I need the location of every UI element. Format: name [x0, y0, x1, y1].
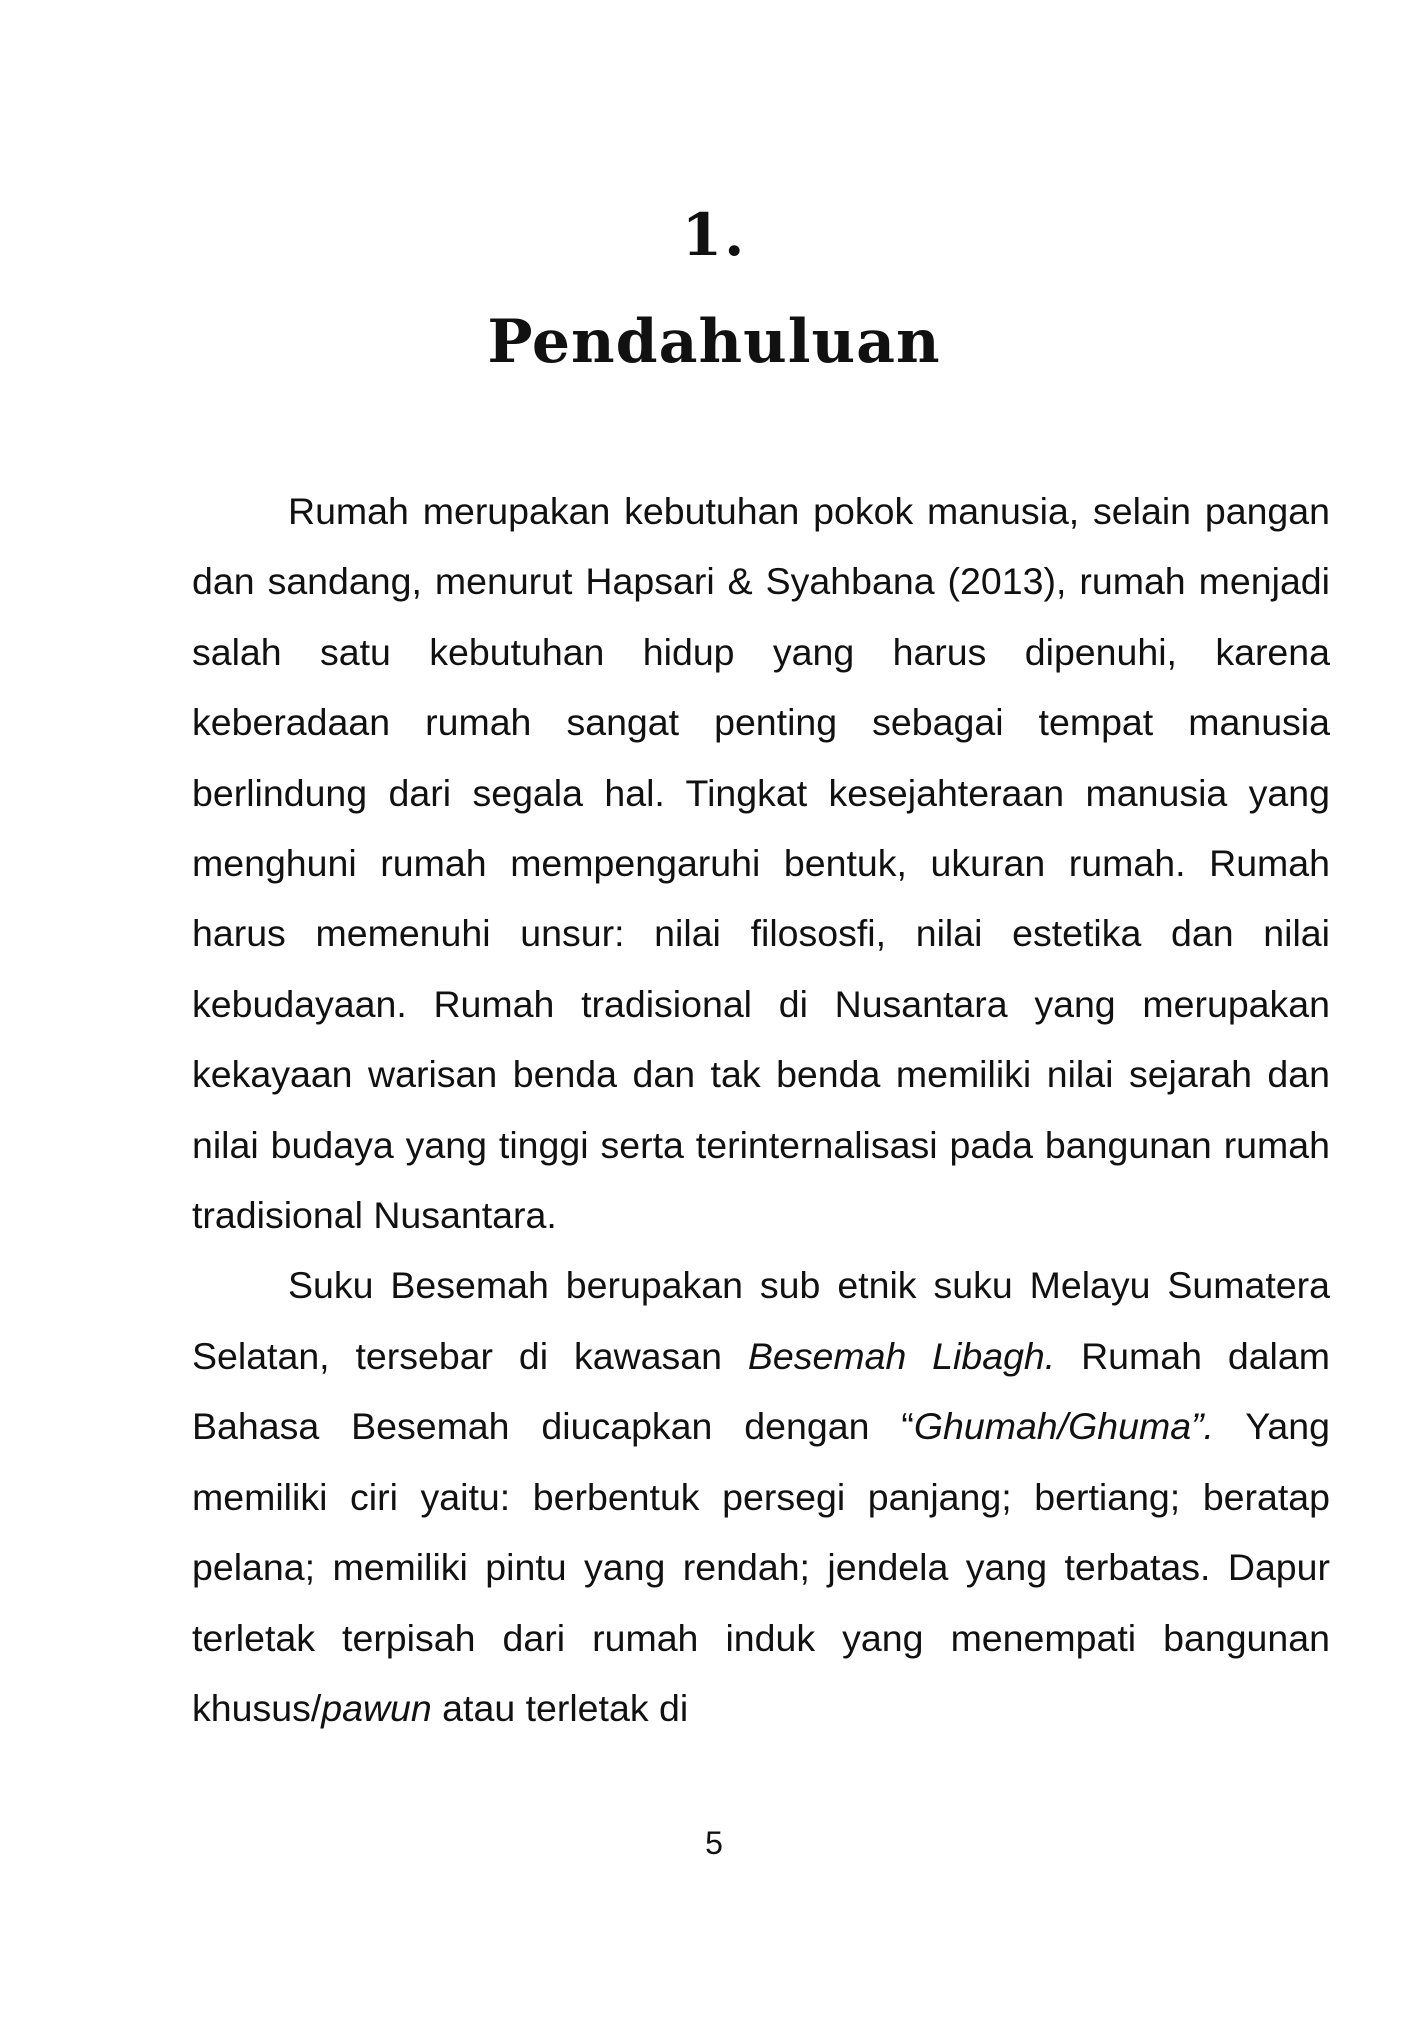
paragraph-2-text-4: atau terletak di	[431, 1686, 689, 1729]
paragraph-2-italic-pawun: pawun	[321, 1686, 432, 1729]
paragraph-2	[192, 1250, 1330, 1743]
paragraph-2-text-1: Suku Besemah berupakan sub etnik suku Melayu Sumatera Selatan, tersebar di kawasan	[192, 1264, 1330, 1377]
paragraph-1: Rumah merupakan kebutuhan pokok manusia, selain pangan dan sandang, menurut Hapsari & Syahbana (2013), rumah menjadi salah satu kebutuhan hidup yang harus dipenuhi, karena keberadaan rumah sangat penting sebagai tempat manusia berlindung dari segala hal. Tingkat kesejahteraan manusia yang menghuni rumah mempengaruhi bentuk, ukuran rumah. Rumah harus memenuhi unsur: nilai filososfi, nilai estetika dan nilai kebudayaan. Rumah tradisional di Nusantara yang merupakan kekayaan warisan benda dan tak benda memiliki nilai sejarah dan nilai budaya yang tinggi serta terinternalisasi pada bangunan rumah tradisional Nusantara.	[192, 490, 1330, 1237]
page-number: 5	[705, 1825, 723, 1861]
body-text	[192, 476, 1330, 1743]
chapter-title: Pendahuluan	[487, 307, 941, 377]
paragraph-2-text-2: Rumah dalam Bahasa Besemah diucapkan dengan “	[192, 1334, 1330, 1448]
paragraph-2-italic-besemah-libagh: Besemah Libagh.	[747, 1334, 1056, 1377]
paragraph-2-text-3: Yang memiliki ciri yaitu: berbentuk persegi panjang; bertiang; beratap pelana; memiliki pintu yang rendah; jendela yang terbatas. Dapur terletak terpisah dari rumah induk yang menempati bangunan khusus/	[192, 1405, 1330, 1729]
paragraph-2-italic-ghumah: Ghumah/Ghuma”.	[913, 1405, 1214, 1448]
chapter-number: 1.	[681, 201, 747, 269]
